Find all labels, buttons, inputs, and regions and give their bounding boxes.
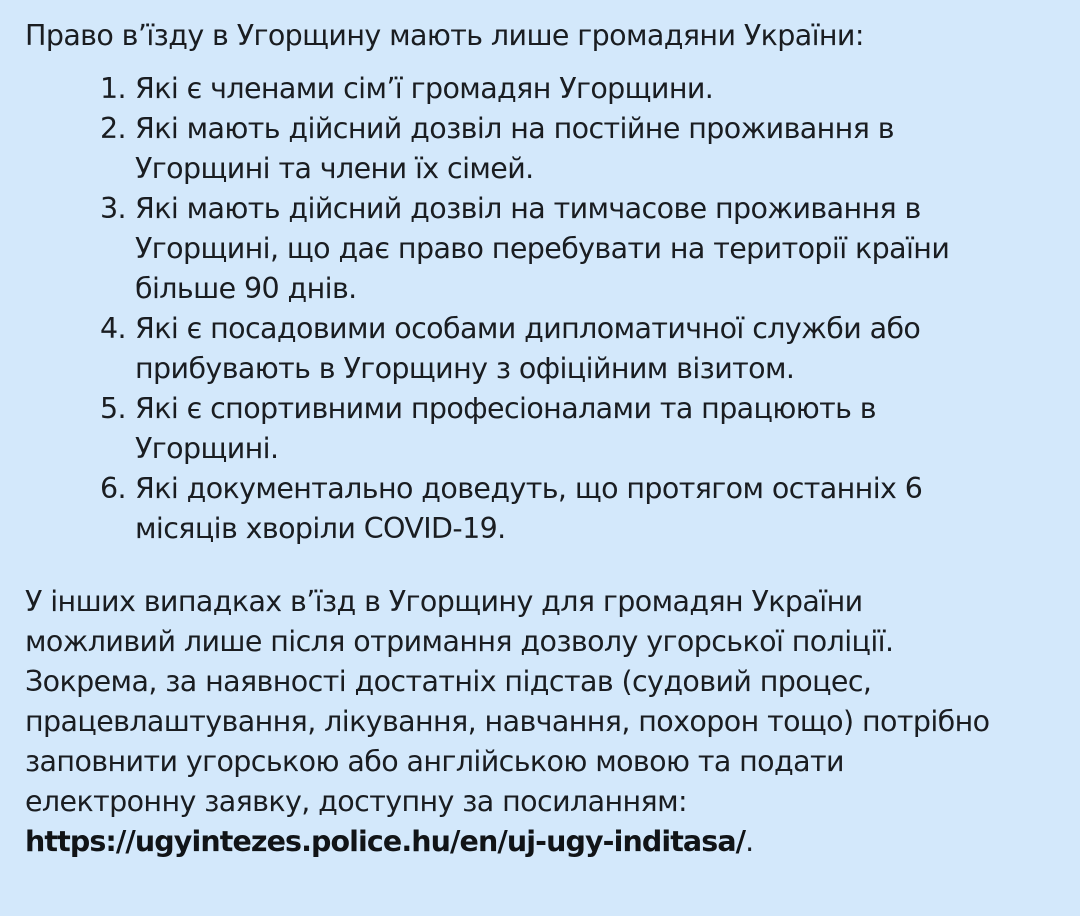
closing-paragraph — [25, 582, 1056, 862]
list-item-text: Які мають дійсний дозвіл на тимчасове проживання в — [135, 192, 921, 225]
list-item-text: прибувають в Угорщину з офіційним візитом. — [135, 352, 795, 385]
list-item-text: Які документально доведуть, що протягом останніх 6 — [135, 472, 923, 505]
intro-text: Право вʼїзду в Угорщину мають лише громадяни України: — [25, 19, 864, 52]
closing-text-line: електронну заявку, доступну за посиланням: — [25, 785, 687, 818]
list-item-text: Які є спортивними професіоналами та працюють в — [135, 392, 876, 425]
link-line — [25, 822, 1056, 862]
closing-text-line: заповнити угорською або англійською мовою та подати — [25, 745, 844, 778]
list-item — [25, 109, 1056, 189]
link-suffix: . — [745, 825, 754, 858]
list-item-text: Угорщині, що дає право перебувати на території країни — [135, 232, 950, 265]
list-item-number: 6. — [100, 472, 126, 505]
list-item-number: 1. — [100, 72, 126, 105]
closing-text-line: можливий лише після отримання дозволу угорської поліції. — [25, 625, 894, 658]
list-item-text: Які мають дійсний дозвіл на постійне проживання в — [135, 112, 894, 145]
list-item-text: Угорщині та члени їх сімей. — [135, 152, 534, 185]
list-item-text: Угорщині. — [135, 432, 279, 465]
list-item — [25, 189, 1056, 309]
list-item-number: 3. — [100, 192, 126, 225]
list-item-number: 4. — [100, 312, 126, 345]
closing-text-line: Зокрема, за наявності достатніх підстав (судовий процес, — [25, 665, 872, 698]
list-item-text: більше 90 днів. — [135, 272, 357, 305]
list-item — [25, 389, 1056, 469]
list-item — [25, 69, 1056, 109]
conditions-list — [25, 69, 1056, 549]
list-item-number: 2. — [100, 112, 126, 145]
list-item-text: Які є посадовими особами дипломатичної служби або — [135, 312, 921, 345]
list-item — [25, 469, 1056, 549]
closing-text-line: У інших випадках вʼїзд в Угорщину для громадян України — [25, 585, 863, 618]
list-item — [25, 309, 1056, 389]
list-item-number: 5. — [100, 392, 126, 425]
closing-text-line: працевлаштування, лікування, навчання, похорон тощо) потрібно — [25, 705, 990, 738]
list-item-text: Які є членами сімʼї громадян Угорщини. — [135, 72, 714, 105]
police-application-link[interactable]: https://ugyintezes.police.hu/en/uj-ugy-inditasa/ — [25, 825, 746, 858]
list-item-text: місяців хворіли COVID-19. — [135, 512, 506, 545]
